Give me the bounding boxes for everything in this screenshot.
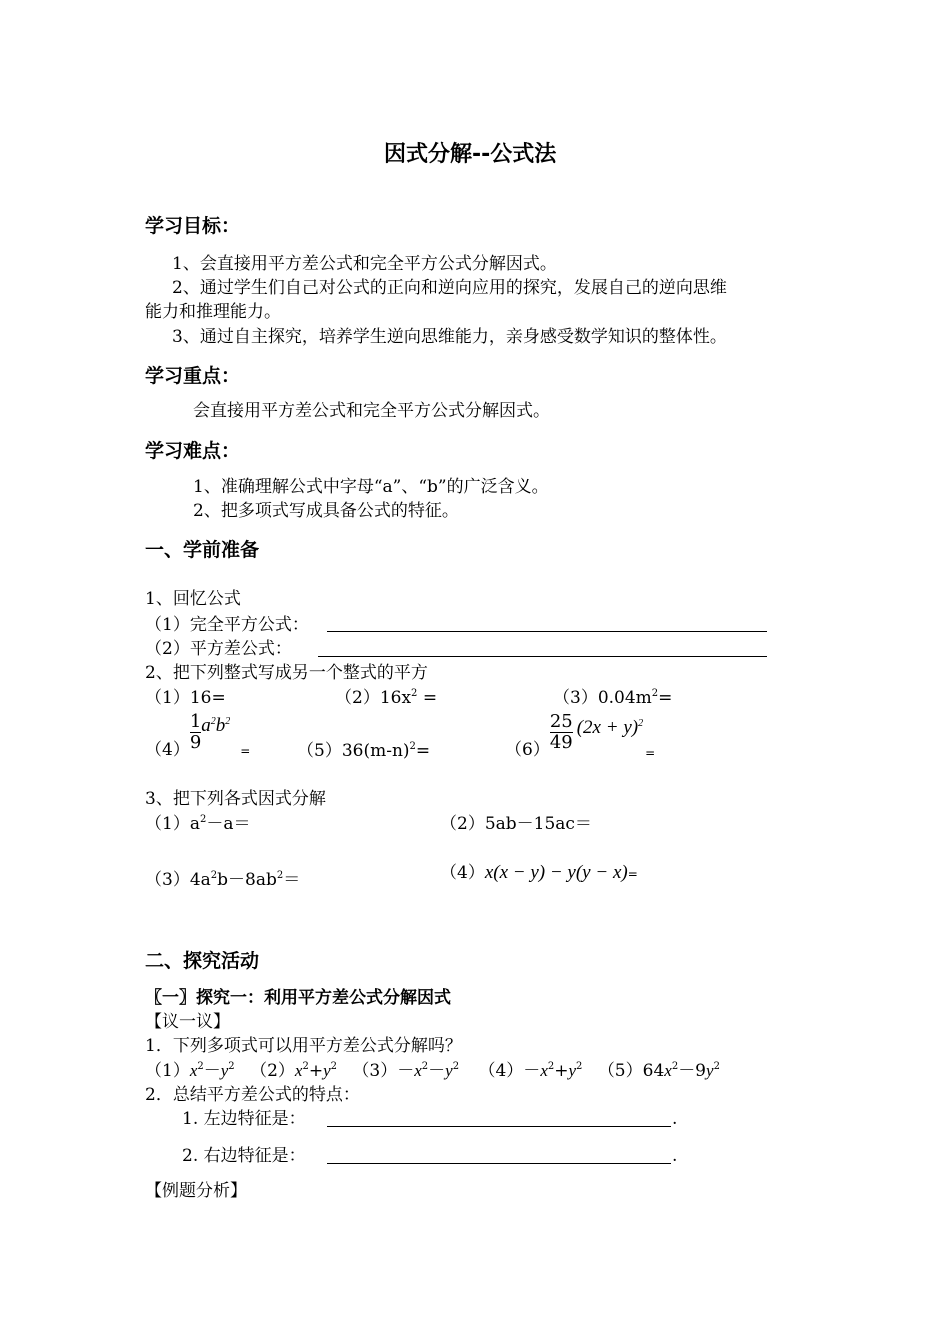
objectives-heading: 学习目标：: [145, 215, 241, 237]
q2-item-4: （4） $\frac{1}{9}$ $a^2b^2_=$: [145, 711, 251, 760]
q2-item-3: $(3)0.04m^2=$: [553, 688, 673, 708]
page-title: 因式分解--公式法: [384, 142, 557, 167]
objective-item-2-cont: 能力和推理能力。: [145, 302, 281, 322]
fraction-25-49: $\frac{25}{49}$: [549, 711, 573, 753]
left-feature-period: .: [672, 1109, 678, 1129]
right-feature-period: .: [672, 1146, 678, 1166]
right-feature-label: 2. 右边特征是：: [182, 1146, 306, 1166]
answer-line-right-feature[interactable]: [327, 1163, 671, 1164]
q3-item-3: $(3)4a^2b-8ab^2=$: [145, 870, 301, 890]
answer-line-left-feature[interactable]: [327, 1126, 671, 1127]
section2-q1: 1．下列多项式可以用平方差公式分解吗？: [145, 1036, 462, 1056]
q2-item-2: $(2)16x^2$ =: [335, 688, 438, 708]
discuss-label: 【议一议】: [145, 1012, 230, 1032]
answer-line-complete-square[interactable]: [327, 631, 767, 632]
q3-item-1: $(1)a^2-a=$: [145, 814, 251, 834]
answer-line-difference-squares[interactable]: [318, 656, 767, 657]
q3-item-2: （2）5ab－15ac＝: [440, 814, 592, 834]
section1-q3: 3、把下列各式因式分解: [145, 789, 326, 809]
section1-heading: 一、学前准备: [145, 539, 260, 561]
section2-q2: 2．总结平方差公式的特点：: [145, 1085, 360, 1105]
key-points-heading: 学习重点：: [145, 365, 241, 387]
q1-items-row: $(1)x^2-y^2$ $(2)x^2+y^2$ $(3)-x^2-y^2$ $(4)-x^2+y^2$ $(5)64x^2-9y^2$: [145, 1061, 720, 1081]
objective-item-2: 2、通过学生们自己对公式的正向和逆向应用的探究，发展自己的逆向思维: [172, 278, 727, 298]
section1-q2: 2、把下列整式写成另一个整式的平方: [145, 663, 428, 683]
difficulties-heading: 学习难点：: [145, 440, 241, 462]
q3-item-4: （4）x(x − y) − y(y − x)=: [440, 862, 638, 883]
fraction-one-ninth: $\frac{1}{9}$: [189, 711, 202, 753]
q2-item-1: （1）16=: [145, 688, 226, 708]
q2-item-6: （6） $\frac{25}{49}$ $(2x + y)^2_=$: [505, 711, 656, 760]
objective-item-1: 1、会直接用平方差公式和完全平方公式分解因式。: [172, 254, 557, 274]
section1-q1-a: （1）完全平方公式：: [145, 615, 309, 635]
objective-item-3: 3、通过自主探究，培养学生逆向思维能力，亲身感受数学知识的整体性。: [172, 327, 727, 347]
left-feature-label: 1. 左边特征是：: [182, 1109, 306, 1129]
difficulty-item-1: 1、准确理解公式中字母“a”、“b”的广泛含义。: [193, 477, 549, 497]
q2-item-5: $(5)36(m-n)^2=$: [297, 741, 431, 761]
section1-q1-b: （2）平方差公式：: [145, 639, 292, 659]
section1-q1: 1、回忆公式: [145, 589, 241, 609]
key-points-text: 会直接用平方差公式和完全平方公式分解因式。: [193, 401, 550, 421]
section2-sub1: 〖一〗探究一：利用平方差公式分解因式: [145, 988, 451, 1008]
example-label: 【例题分析】: [145, 1181, 247, 1201]
section2-heading: 二、探究活动: [145, 950, 260, 972]
difficulty-item-2: 2、把多项式写成具备公式的特征。: [193, 501, 459, 521]
